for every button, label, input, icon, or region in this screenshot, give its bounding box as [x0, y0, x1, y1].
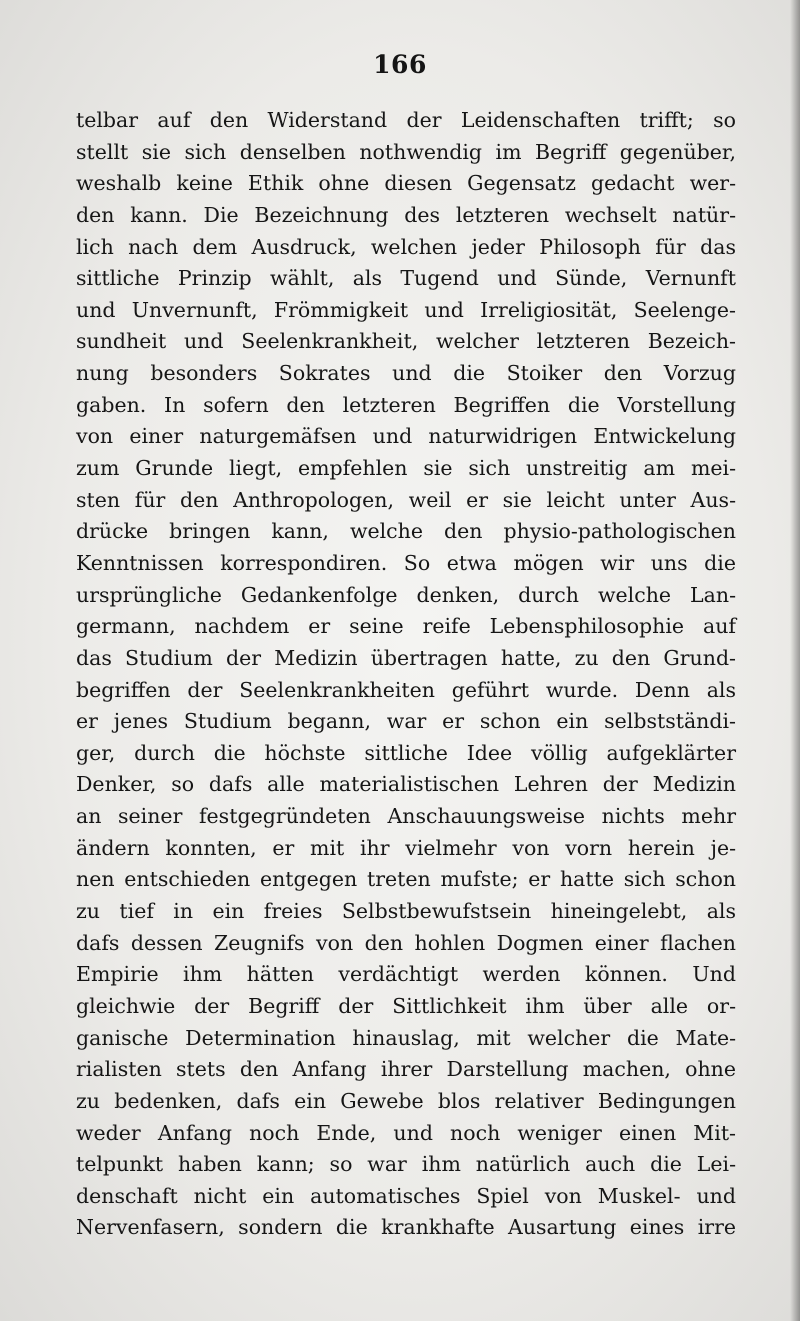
- text-line: zu tief in ein freies Selbstbewufstsein hineingelebt, als: [76, 899, 736, 924]
- text-line: ganische Determination hinauslag, mit welcher die Mate-: [76, 1025, 736, 1050]
- text-line: weshalb keine Ethik ohne diesen Gegensatz gedacht wer-: [76, 171, 736, 196]
- text-line: zu bedenken, dafs ein Gewebe blos relativer Bedingungen: [76, 1088, 736, 1113]
- page-edge-shadow: [790, 0, 800, 1321]
- text-line: dafs dessen Zeugnifs von den hohlen Dogmen einer flachen: [76, 930, 736, 955]
- text-line: sittliche Prinzip wählt, als Tugend und Sünde, Vernunft: [76, 266, 736, 291]
- text-line: den kann. Die Bezeichnung des letzteren wechselt natür-: [76, 202, 736, 227]
- text-line: telpunkt haben kann; so war ihm natürlich auch die Lei-: [76, 1152, 736, 1177]
- text-line: Empirie ihm hätten verdächtigt werden können. Und: [76, 962, 736, 987]
- text-line: drücke bringen kann, welche den physio-pathologischen: [76, 519, 736, 544]
- text-line: sten für den Anthropologen, weil er sie leicht unter Aus-: [76, 487, 736, 512]
- text-line: nen entschieden entgegen treten mufste; er hatte sich schon: [76, 867, 736, 892]
- text-line: denschaft nicht ein automatisches Spiel von Muskel- und: [76, 1183, 736, 1208]
- text-line: zum Grunde liegt, empfehlen sie sich unstreitig am mei-: [76, 456, 736, 481]
- text-line: weder Anfang noch Ende, und noch weniger einen Mit-: [76, 1120, 736, 1145]
- text-line: gaben. In sofern den letzteren Begriffen die Vorstellung: [76, 392, 736, 417]
- text-line: ändern konnten, er mit ihr vielmehr von vorn herein je-: [76, 835, 736, 860]
- text-line: germann, nachdem er seine reife Lebensphilosophie auf: [76, 614, 736, 639]
- text-line: nung besonders Sokrates und die Stoiker den Vorzug: [76, 361, 736, 386]
- text-line: Denker, so dafs alle materialistischen Lehren der Medizin: [76, 772, 736, 797]
- text-line: gleichwie der Begriff der Sittlichkeit ihm über alle or-: [76, 993, 736, 1018]
- text-line: ger, durch die höchste sittliche Idee völlig aufgeklärter: [76, 740, 736, 765]
- text-line: lich nach dem Ausdruck, welchen jeder Philosoph für das: [76, 234, 736, 259]
- text-line: Kenntnissen korrespondiren. So etwa mögen wir uns die: [76, 550, 736, 575]
- text-line: rialisten stets den Anfang ihrer Darstellung machen, ohne: [76, 1057, 736, 1082]
- page-number: 166: [373, 50, 427, 79]
- body-text: [76, 105, 736, 1244]
- text-line: stellt sie sich denselben nothwendig im Begriff gegenüber,: [76, 139, 736, 164]
- text-line: er jenes Studium begann, war er schon ein selbstständi-: [76, 709, 736, 734]
- text-line: begriffen der Seelenkrankheiten geführt wurde. Denn als: [76, 677, 736, 702]
- text-line: sundheit und Seelenkrankheit, welcher letzteren Bezeich-: [76, 329, 736, 354]
- text-line: an seiner festgegründeten Anschauungsweise nichts mehr: [76, 804, 736, 829]
- text-line: von einer naturgemäfsen und naturwidrigen Entwickelung: [76, 424, 736, 449]
- text-line: ursprüngliche Gedankenfolge denken, durch welche Lan-: [76, 582, 736, 607]
- text-line: telbar auf den Widerstand der Leidenschaften trifft; so: [76, 108, 736, 132]
- text-line: und Unvernunft, Frömmigkeit und Irreligiosität, Seelenge-: [76, 297, 736, 322]
- text-line: Nervenfasern, sondern die krankhafte Ausartung eines irre: [76, 1215, 736, 1240]
- text-line: das Studium der Medizin übertragen hatte, zu den Grund-: [76, 645, 736, 670]
